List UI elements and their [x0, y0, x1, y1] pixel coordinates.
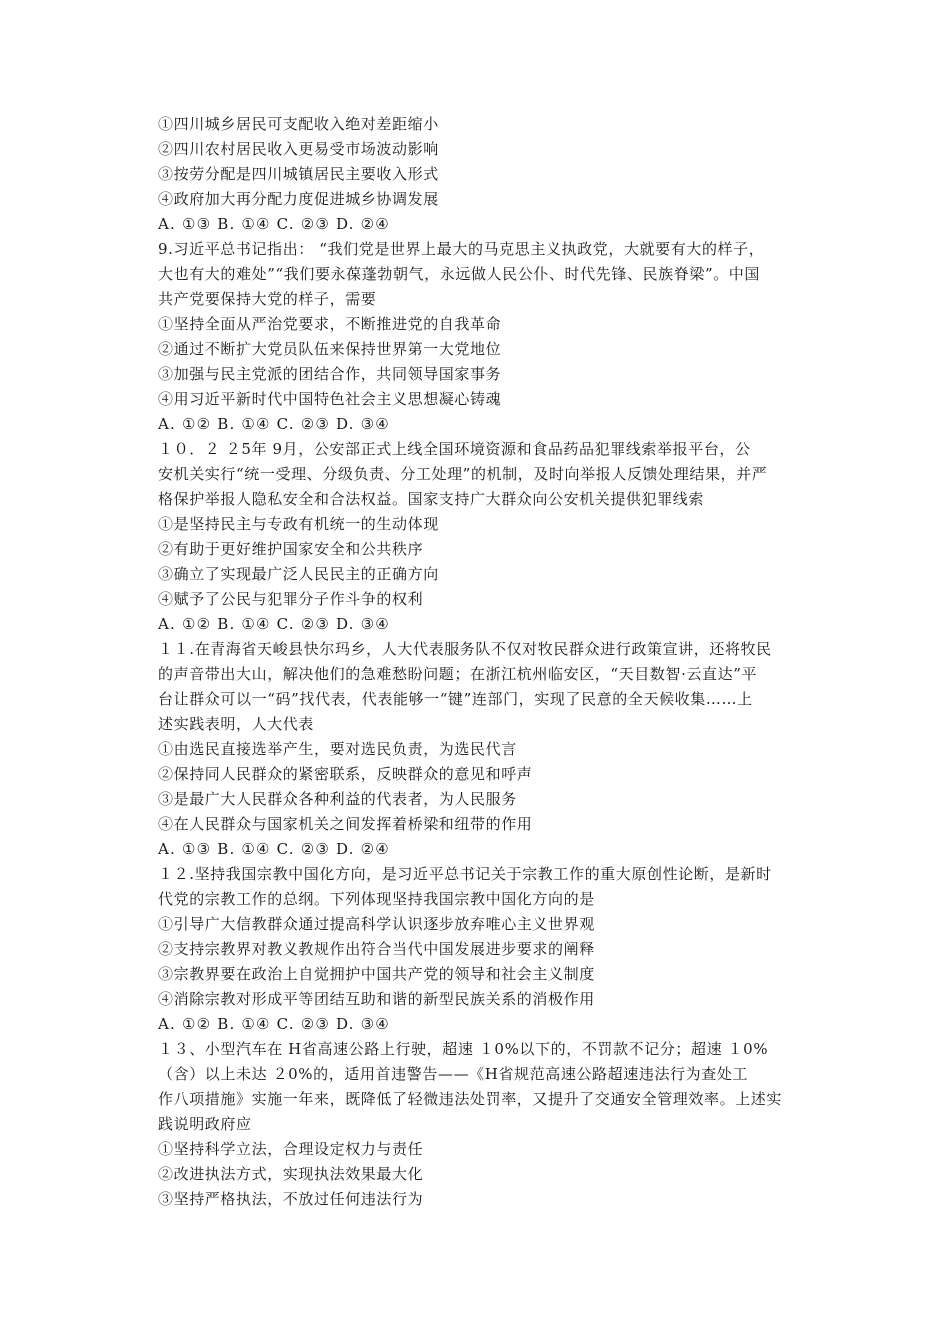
q9-stem-line-1: 9.习近平总书记指出： “我们党是世界上最大的马克思主义执政党，大就要有大的样子，	[158, 240, 765, 258]
q10-option-3: ③确立了实现最广泛人民民主的正确方向	[158, 565, 439, 583]
q13-stem-line-4: 践说明政府应	[158, 1115, 252, 1133]
q11-stem-line-2: 的声音带出大山，解决他们的急难愁盼问题；在浙江杭州临安区，“天目数智·云直达”平	[158, 665, 758, 683]
q12-option-4: ④消除宗教对形成平等团结互助和谐的新型民族关系的消极作用	[158, 990, 595, 1008]
q10-stem-line-2: 安机关实行“统一受理、分级负责、分工处理”的机制，及时向举报人反馈处理结果，并严	[158, 465, 768, 483]
q13-option-2: ②改进执法方式，实现执法效果最大化	[158, 1165, 424, 1183]
q11-option-3: ③是最广大人民群众各种利益的代表者，为人民服务	[158, 790, 517, 808]
q8-option-2: ②四川农村居民收入更易受市场波动影响	[158, 140, 439, 158]
q13-stem-line-1: １３、小型汽车在 H省高速公路上行驶，超速 １0%以下的，不罚款不记分；超速 １0%	[158, 1040, 769, 1058]
q10-option-2: ②有助于更好维护国家安全和公共秩序	[158, 540, 424, 558]
q8-option-3: ③按劳分配是四川城镇居民主要收入形式	[158, 165, 439, 183]
q8-option-4: ④政府加大再分配力度促进城乡协调发展	[158, 190, 439, 208]
q9-stem-line-2: 大也有大的难处”“我们要永葆蓬勃朝气，永远做人民公仆、时代先锋、民族脊梁”。中国	[158, 265, 761, 283]
q12-option-1: ①引导广大信教群众通过提高科学认识逐步放弃唯心主义世界观	[158, 915, 595, 933]
q13-option-3: ③坚持严格执法，不放过任何违法行为	[158, 1190, 424, 1208]
q9-answer-choices: A. ①② B. ①④ C. ②③ D. ③④	[158, 415, 390, 433]
q13-option-1: ①坚持科学立法，合理设定权力与责任	[158, 1140, 424, 1158]
q9-option-4: ④用习近平新时代中国特色社会主义思想凝心铸魂	[158, 390, 502, 408]
q12-option-2: ②支持宗教界对教义教规作出符合当代中国发展进步要求的阐释	[158, 940, 595, 958]
q11-stem-line-1: １１.在青海省天峻县快尔玛乡，人大代表服务队不仅对牧民群众进行政策宣讲，还将牧民	[158, 640, 772, 658]
q11-option-2: ②保持同人民群众的紧密联系，反映群众的意见和呼声	[158, 765, 533, 783]
q11-option-4: ④在人民群众与国家机关之间发挥着桥梁和纽带的作用	[158, 815, 533, 833]
q12-stem-line-1: １２.坚持我国宗教中国化方向，是习近平总书记关于宗教工作的重大原创性论断，是新时	[158, 865, 772, 883]
q11-option-1: ①由选民直接选举产生，要对选民负责，为选民代言	[158, 740, 517, 758]
q8-option-1: ①四川城乡居民可支配收入绝对差距缩小	[158, 115, 439, 133]
document-page	[158, 112, 838, 1212]
q11-stem-line-4: 述实践表明，人大代表	[158, 715, 315, 733]
q11-stem-line-3: 台让群众可以一“码”找代表，代表能够一“键”连部门，实现了民意的全天候收集……上	[158, 690, 753, 708]
q10-answer-choices: A. ①② B. ①④ C. ②③ D. ③④	[158, 615, 390, 633]
q10-option-1: ①是坚持民主与专政有机统一的生动体现	[158, 515, 439, 533]
q8-answer-choices: A. ①③ B. ①④ C. ②③ D. ②④	[158, 215, 390, 233]
q10-option-4: ④赋予了公民与犯罪分子作斗争的权利	[158, 590, 424, 608]
q9-option-1: ①坚持全面从严治党要求，不断推进党的自我革命	[158, 315, 502, 333]
q13-stem-line-3: 作八项措施》实施一年来，既降低了轻微违法处罚率，又提升了交通安全管理效率。上述实	[158, 1090, 783, 1108]
q12-answer-choices: A. ①② B. ①④ C. ②③ D. ③④	[158, 1015, 390, 1033]
q13-stem-line-2: （含）以上未达 ２0%的，适用首违警告——《H省规范高速公路超速违法行为查处工	[158, 1065, 749, 1083]
q12-stem-line-2: 代党的宗教工作的总纲。下列体现坚持我国宗教中国化方向的是	[158, 890, 595, 908]
q12-option-3: ③宗教界要在政治上自觉拥护中国共产党的领导和社会主义制度	[158, 965, 595, 983]
q10-stem-line-3: 格保护举报人隐私安全和合法权益。国家支持广大群众向公安机关提供犯罪线索	[158, 490, 705, 508]
q9-option-2: ②通过不断扩大党员队伍来保持世界第一大党地位	[158, 340, 502, 358]
q9-option-3: ③加强与民主党派的团结合作，共同领导国家事务	[158, 365, 502, 383]
q11-answer-choices: A. ①③ B. ①④ C. ②③ D. ②④	[158, 840, 390, 858]
q10-stem-line-1: １０．２ ２5年 9月，公安部正式上线全国环境资源和食品药品犯罪线索举报平台，公	[158, 440, 751, 458]
q9-stem-line-3: 共产党要保持大党的样子，需要	[158, 290, 377, 308]
